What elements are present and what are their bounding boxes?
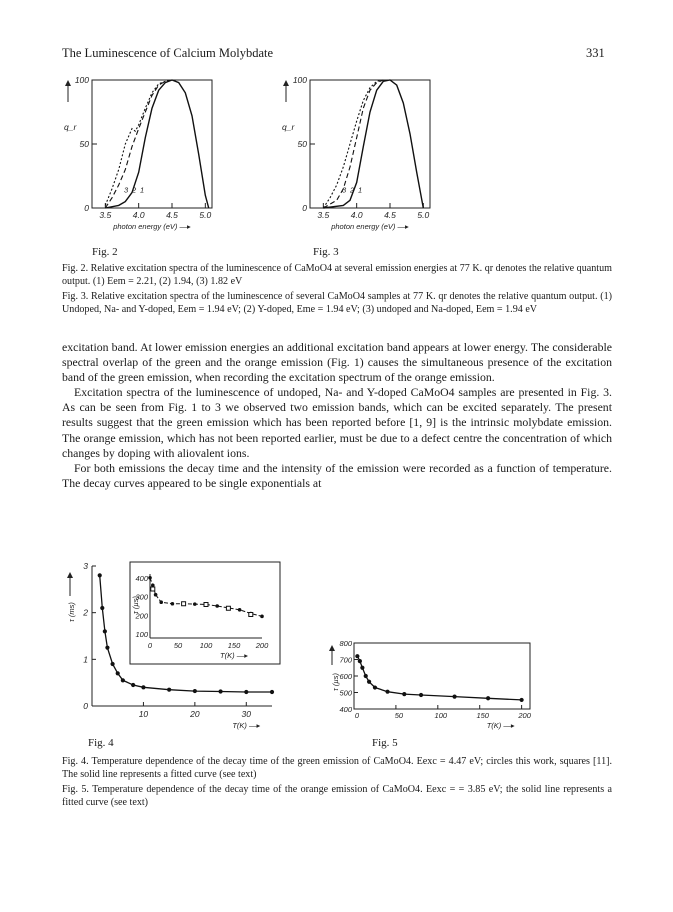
fig2-x-tick-label: 5.0: [199, 210, 212, 220]
figure-2: [60, 72, 250, 242]
fig4-inset-square-point: [204, 602, 208, 606]
fig4-inset-circle-point: [260, 615, 264, 619]
figure-3-label: Fig. 3: [313, 246, 339, 258]
fig3-x-tick-label: 3.5: [317, 210, 330, 220]
fig4-y-arrowhead: [67, 572, 73, 578]
fig4-inset-y-tick-label: 200: [135, 611, 148, 621]
fig2-y-arrowhead: [65, 80, 71, 86]
fig3-x-tick-label: 4.5: [384, 210, 396, 220]
fig4-x-tick-label: 30: [241, 709, 252, 719]
fig3-x-axis-label: photon energy (eV) —▸: [331, 222, 409, 231]
fig4-data-point: [105, 646, 109, 650]
fig4-data-point: [110, 662, 114, 666]
figure-4-label: Fig. 4: [88, 737, 114, 749]
fig5-fit-line: [357, 656, 521, 700]
fig2-curve-label-3: 3: [124, 185, 129, 195]
fig5-y-tick-label: 600: [339, 672, 352, 681]
fig5-data-point: [520, 698, 524, 702]
figure-5: [328, 635, 543, 735]
fig4-inset-x-axis-label: T(K) —▸: [220, 651, 248, 660]
fig3-curve-label-1: 1: [358, 185, 363, 195]
fig2-curve-label-1: 1: [140, 185, 145, 195]
running-title: The Luminescence of Calcium Molybdate: [62, 46, 274, 60]
fig5-data-point: [355, 654, 359, 658]
fig4-y-tick-label: 0: [83, 701, 88, 711]
fig4-data-point: [103, 629, 107, 633]
fig4-data-point: [270, 690, 274, 694]
fig5-data-point: [373, 685, 377, 689]
fig4-inset-circle-point: [238, 608, 242, 612]
fig4-inset-x-tick-label: 0: [147, 641, 153, 650]
paragraph-3: For both emissions the decay time and the intensity of the emission were recorded as a function of temperature. The decay curves appeared to be single exponentials at: [62, 460, 612, 490]
fig4-data-point: [193, 689, 197, 693]
fig5-data-point: [486, 696, 490, 700]
fig5-y-axis-label: τ (µs): [331, 673, 340, 691]
fig4-inset-y-axis-label: τ (µs): [131, 596, 140, 614]
fig5-x-tick-label: 0: [354, 711, 360, 720]
fig4-x-axis-label: T(K) —▸: [232, 721, 261, 730]
caption-fig-5: Fig. 5. Temperature dependence of the decay time of the orange emission of CaMoO4. Eexc = = 3.85 eV; the solid line represents a fitted curve (see text): [62, 784, 612, 808]
caption-fig-4: Fig. 4. Temperature dependence of the decay time of the green emission of CaMoO4. Eexc = 4.47 eV; circles this work, squares [11]. The solid line represents a fitted curve (see text): [62, 756, 612, 780]
fig2-curve-1: [105, 80, 208, 208]
caption-fig-3: Fig. 3. Relative excitation spectra of the luminescence of several CaMoO4 samples at 77 K. qr denotes the relative quantum output. (1) Undoped, Na- and Y-doped, Eem = 1.94 eV; (2) Y-doped, Eme = 1.94 eV; (3) undoped and Na-doped, Eem = 1.94 eV: [62, 291, 612, 315]
fig5-y-tick-label: 700: [339, 655, 352, 665]
fig4-y-tick-label: 3: [83, 561, 88, 571]
fig2-y-symbol: q_r: [64, 122, 77, 132]
fig2-x-tick-label: 4.5: [166, 210, 178, 220]
fig5-data-point: [452, 695, 456, 699]
fig3-y-tick-label: 100: [292, 75, 307, 85]
fig4-data-point: [121, 678, 125, 682]
fig5-y-tick-label: 800: [339, 639, 352, 648]
fig5-data-point: [358, 659, 362, 663]
fig4-data-point: [218, 689, 222, 693]
fig2-y-tick-label: 0: [84, 203, 89, 213]
fig4-data-point: [141, 685, 145, 689]
paragraph-2: Excitation spectra of the luminescence of undoped, Na- and Y-doped CaMoO4 samples are presented in Fig. 3. As can be seen from Fig. 1 to 3 we observed two emission bands, which can be excited separately. The present results suggest that the green emission which has been reported before [1, 9] is the intrinsic molybdate emission. The orange emission, which has not been reported earlier, must be due to a defect centre the concentration of which changes by doping with aliovalent ions.: [62, 385, 612, 460]
fig3-y-tick-label: 0: [302, 203, 307, 213]
fig4-inset-square-point: [182, 602, 186, 606]
fig2-plot-frame: [92, 80, 212, 208]
fig3-x-tick-label: 4.0: [350, 210, 363, 220]
fig4-y-tick-label: 1: [83, 654, 88, 665]
fig3-y-symbol: q_r: [282, 122, 295, 132]
fig4-inset-x-tick-label: 150: [227, 641, 241, 650]
page-number: 331: [586, 46, 605, 60]
fig3-curve-label-3: 3: [342, 185, 347, 195]
figure-2-label: Fig. 2: [92, 246, 118, 258]
fig3-y-arrowhead: [283, 80, 289, 86]
fig3-y-tick-label: 50: [297, 139, 307, 149]
fig4-inset-square-point: [249, 612, 253, 616]
figure-3: [278, 72, 468, 242]
fig5-x-axis-label: T(K) —▸: [486, 721, 515, 730]
paragraph-1: excitation band. At lower emission energies an additional excitation band appears at lower energy. The considerable spectral overlap of the green and the orange emission (Fig. 1) causes the simultaneous presence of the excitation band of the green emission, when recording the excitation spectrum of the orange emission.: [62, 340, 612, 385]
fig4-inset-x-tick-label: 200: [255, 641, 269, 650]
fig4-x-tick-label: 10: [138, 709, 149, 719]
fig4-y-axis-label: τ (ms): [67, 602, 76, 622]
fig4-inset-circle-point: [151, 583, 155, 587]
body-text: [62, 340, 612, 491]
fig3-curve-1: [323, 80, 423, 208]
fig4-data-point: [98, 573, 102, 577]
fig2-curve-3: [105, 80, 172, 205]
fig5-data-point: [364, 674, 368, 678]
fig5-y-arrowhead: [329, 645, 335, 651]
fig4-inset-circle-point: [154, 593, 158, 597]
fig5-x-tick-label: 50: [394, 711, 404, 720]
fig5-data-point: [360, 666, 364, 670]
fig5-x-tick-label: 200: [518, 711, 531, 720]
fig4-inset-circle-point: [159, 600, 163, 604]
fig5-data-point: [385, 690, 389, 694]
fig4-inset-x-tick-label: 100: [199, 641, 213, 650]
fig2-x-tick-label: 3.5: [99, 210, 112, 220]
fig2-curve-label-2: 2: [132, 185, 137, 195]
fig4-inset-circle-point: [193, 602, 197, 606]
fig5-data-point: [402, 692, 406, 696]
caption-fig-2: Fig. 2. Relative excitation spectra of the luminescence of CaMoO4 at several emission energies at 77 K. qr denotes the relative quantum output. (1) Eem = 2.21, (2) 1.94, (3) 1.82 eV: [62, 263, 612, 287]
fig4-inset-circle-point: [171, 602, 175, 606]
fig4-inset-y-tick-label: 100: [135, 630, 148, 640]
fig5-y-tick-label: 400: [339, 705, 352, 714]
fig4-inset-square-point: [151, 587, 155, 591]
fig4-data-point: [116, 671, 120, 675]
fig5-x-tick-label: 150: [476, 711, 489, 720]
fig4-data-point: [131, 683, 135, 687]
figure-5-label: Fig. 5: [372, 737, 398, 749]
fig4-data-point: [167, 688, 171, 692]
fig4-inset-circle-point: [148, 576, 152, 580]
fig4-inset-square-point: [226, 606, 230, 610]
fig5-data-point: [419, 693, 423, 697]
fig4-inset-y-tick-label: 400: [135, 573, 148, 583]
fig3-x-tick-label: 5.0: [417, 210, 430, 220]
fig4-y-tick-label: 2: [83, 607, 88, 618]
fig4-inset-x-tick-label: 50: [173, 641, 183, 650]
fig5-y-tick-label: 500: [339, 688, 352, 698]
fig4-data-point: [244, 690, 248, 694]
fig5-data-point: [367, 680, 371, 684]
fig2-curve-2: [105, 80, 172, 208]
fig4-data-point: [100, 606, 104, 610]
fig2-x-tick-label: 4.0: [132, 210, 145, 220]
fig4-inset-y-tick-label: 300: [135, 592, 148, 602]
fig4-x-tick-label: 20: [190, 709, 200, 719]
fig5-x-tick-label: 100: [434, 711, 448, 720]
fig2-x-axis-label: photon energy (eV) —▸: [113, 222, 191, 231]
figure-4: [60, 560, 285, 735]
fig4-inset-circle-point: [215, 604, 219, 608]
fig2-y-tick-label: 50: [79, 139, 89, 149]
fig3-curve-label-2: 2: [350, 185, 355, 195]
fig2-y-tick-label: 100: [74, 75, 89, 85]
